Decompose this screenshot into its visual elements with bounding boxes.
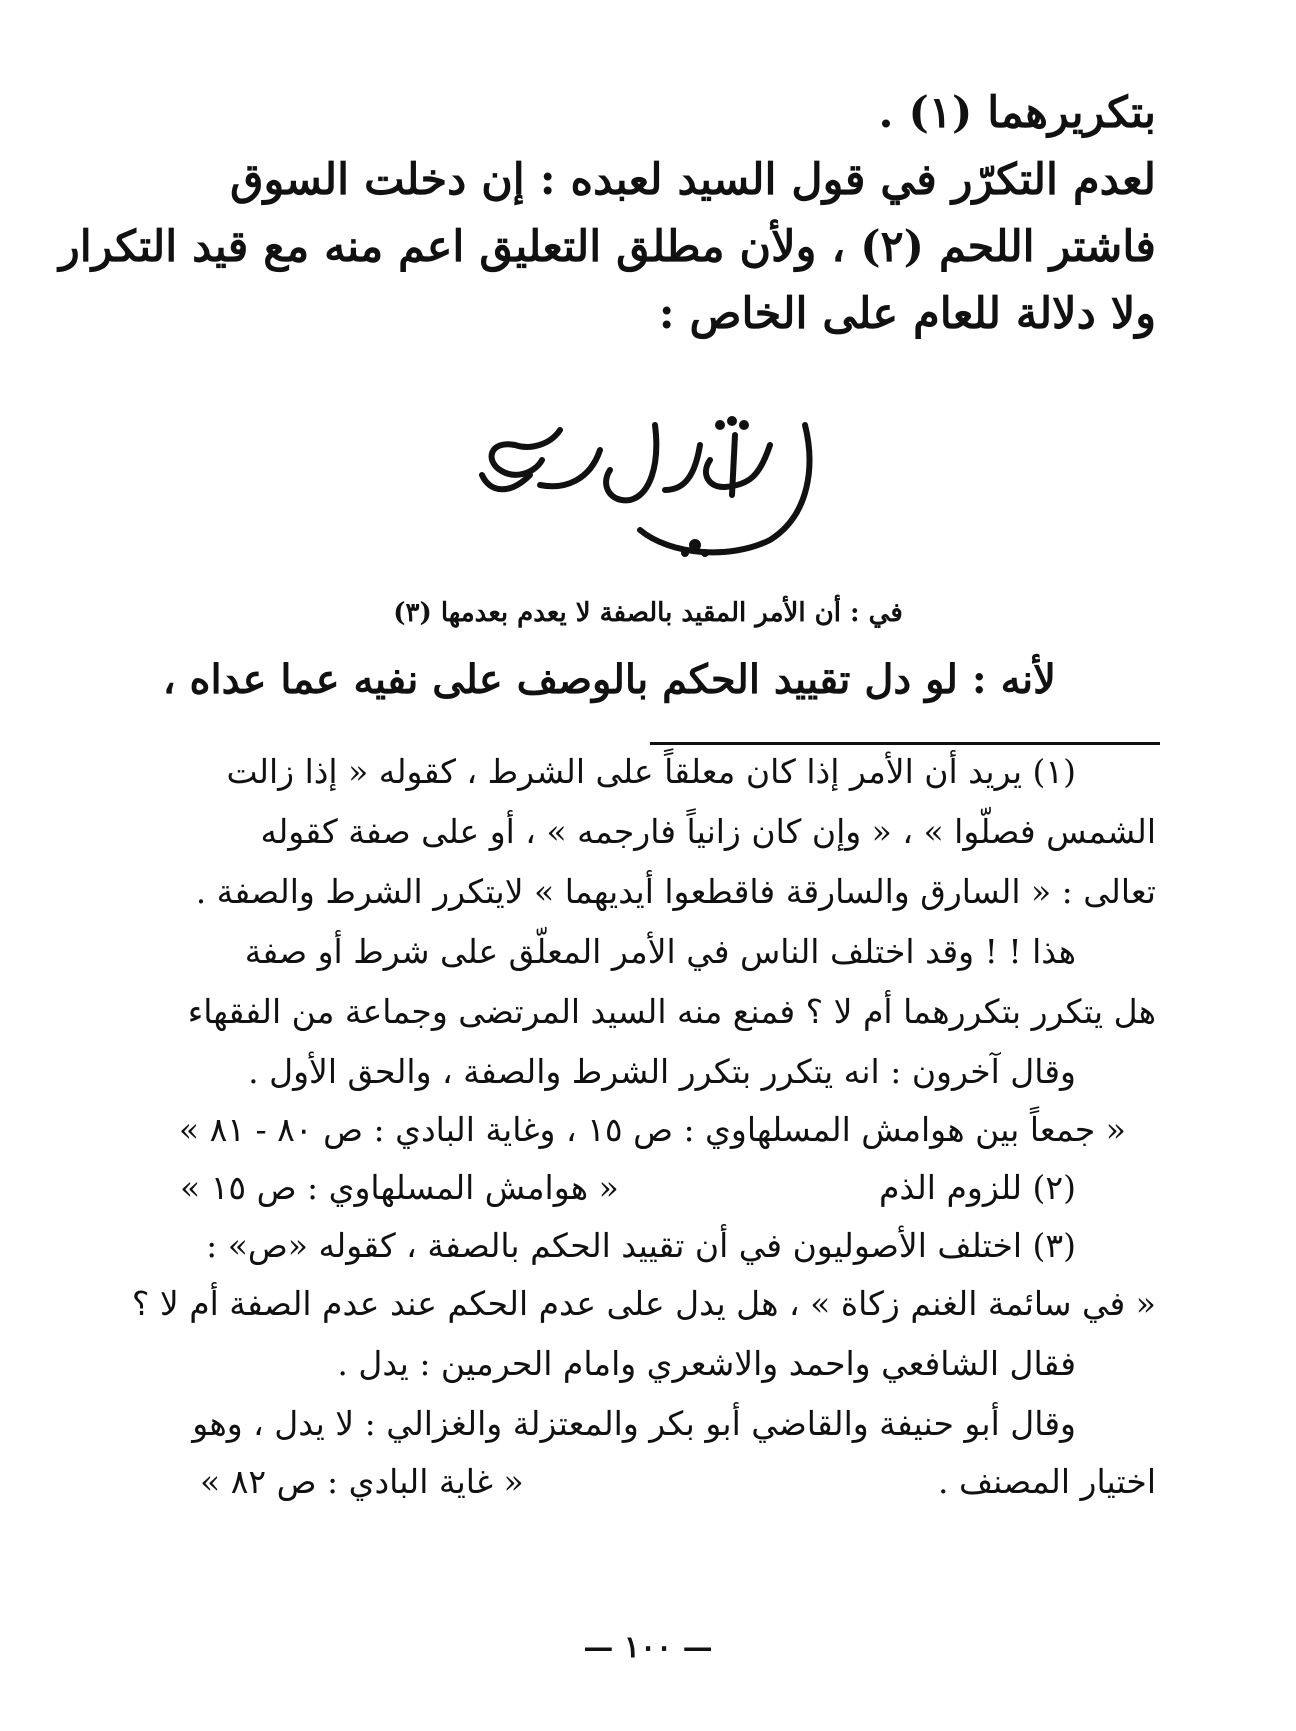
footnote-last-text: اختيار المصنف . <box>938 1462 1156 1501</box>
footnote-line-1: (١) يريد أن الأمر إذا كان معلقاً على الشرط ، كقوله « إذا زالت <box>226 752 1076 791</box>
footnote-2-text: (٢) للزوم الذم <box>879 1168 1076 1207</box>
main-line-4: ولا دلالة للعام على الخاص : <box>658 289 1156 339</box>
page-number: — ١٠٠ — <box>583 1630 713 1665</box>
footnote-line-2: الشمس فصلّوا » ، « وإن كان زانياً فارجمه » ، أو على صفة كقوله <box>260 812 1156 851</box>
main-line-1: بتكريرهما (١) . <box>878 88 1156 138</box>
footnote-2-source: « هوامش المسلهاوي : ص ١٥ » <box>180 1168 619 1207</box>
footnote-line-8: « في سائمة الغنم زكاة » ، هل يدل على عدم الحكم عند عدم الصفة أم لا ؟ <box>131 1284 1156 1323</box>
footnote-last-row <box>140 1462 1156 1501</box>
footnote-line-9: فقال الشافعي واحمد والاشعري وامام الحرمين : يدل . <box>337 1344 1076 1383</box>
section-lead: لأنه : لو دل تقييد الحكم بالوصف على نفيه عما عداه ، <box>162 656 1056 703</box>
footnote-last-source: « غاية البادي : ص ٨٢ » <box>200 1462 524 1501</box>
footnote-line-5: هل يتكرر بتكررهما أم لا ؟ فمنع منه السيد المرتضى وجماعة من الفقهاء <box>187 992 1156 1031</box>
main-line-3: فاشتر اللحم (٢) ، ولأن مطلق التعليق اعم منه مع قيد التكرار <box>58 222 1156 272</box>
footnote-line-6: وقال آخرون : انه يتكرر بتكرر الشرط والصفة ، والحق الأول . <box>248 1052 1076 1091</box>
main-line-2: لعدم التكرّر في قول السيد لعبده : إن دخلت السوق <box>230 155 1156 205</box>
footnote-line-4: هذا ! ! وقد اختلف الناس في الأمر المعلّق على شرط أو صفة <box>244 932 1076 971</box>
footnote-source-1: « جمعاً بين هوامش المسلهاوي : ص ١٥ ، وغاية البادي : ص ٨٠ - ٨١ » <box>178 1110 1126 1149</box>
footnote-separator <box>650 742 1160 745</box>
footnote-line-10: وقال أبو حنيفة والقاضي أبو بكر والمعتزلة والغزالي : لا يدل ، وهو <box>192 1404 1076 1443</box>
footnote-line-3: تعالى : « السارق والسارقة فاقطعوا أيديهما » لايتكرر الشرط والصفة . <box>195 872 1156 911</box>
section-subtitle: في : أن الأمر المقيد بالصفة لا يعدم بعدمها (٣) <box>393 598 903 628</box>
footnote-line-7: (٣) اختلف الأصوليون في أن تقييد الحكم بالصفة ، كقوله «ص» : <box>206 1226 1076 1265</box>
section-heading-calligraphy <box>470 405 830 565</box>
footnote-line-2-row <box>140 1168 1156 1207</box>
